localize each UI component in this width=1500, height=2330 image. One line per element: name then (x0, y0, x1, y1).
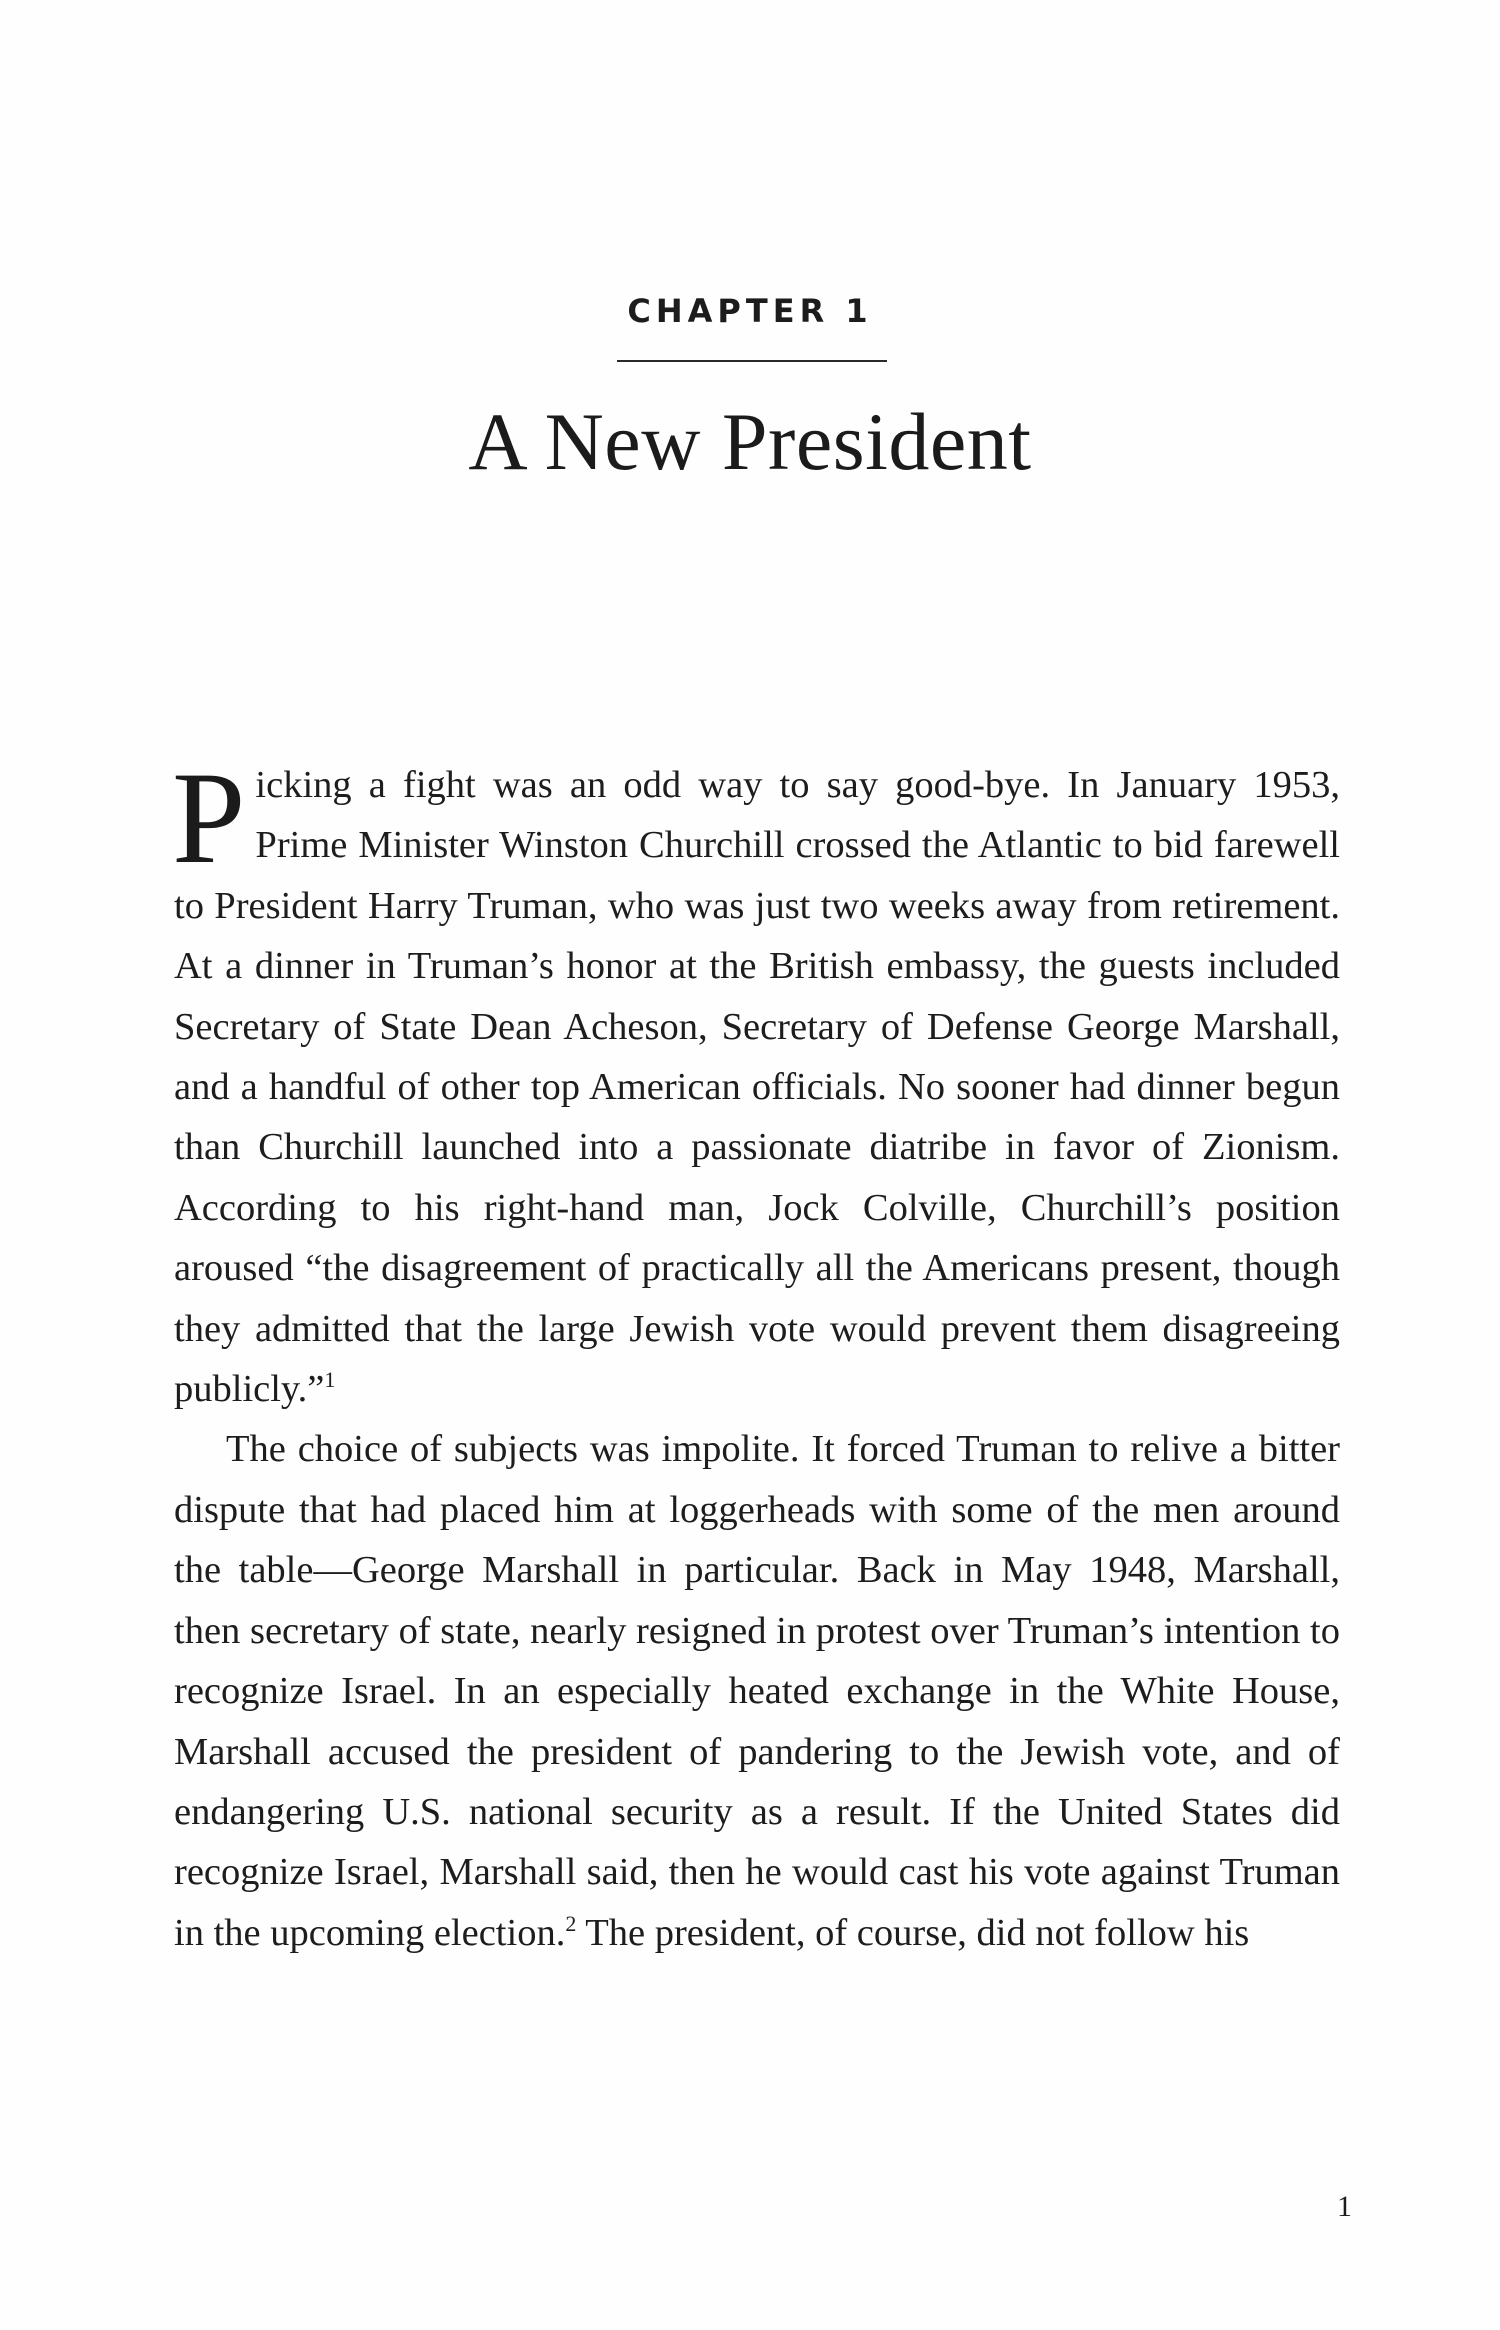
paragraph-2-text: The choice of subjects was impolite. It forced Truman to relive a bitter dispute that had placed him at loggerheads with some of the men around the table—George Marshall in particular. Back in May 1948, Marshall, then secretary of state, nearly resigned in protest over Truman’s intention to recognize Israel. In an especially heated exchange in the White House, Marshall accused the president of pandering to the Jewish vote, and of endangering U.S. national security as a result. If the United States did recognize Israel, Marshall said, then he would cast his vote against Truman in the upcoming election. (174, 1428, 1340, 1954)
body-text (172, 744, 1340, 1963)
chapter-title: A New President (468, 396, 1032, 487)
footnote-ref-1: 1 (324, 1367, 336, 1393)
page-number: 1 (1337, 2190, 1352, 2223)
chapter-divider (617, 360, 887, 362)
paragraph-1-text: icking a fight was an odd way to say good-bye. In January 1953, Prime Minister Winston Churchill crossed the Atlantic to bid farewell to President Harry Truman, who was just two weeks away from retirement. At a dinner in Truman’s honor at the British embassy, the guests included Secretary of State Dean Acheson, Secretary of Defense George Marshall, and a handful of other top American officials. No sooner had dinner begun than Churchill launched into a passionate diatribe in favor of Zionism. According to his right-hand man, Jock Colville, Churchill’s position aroused “the disagreement of practically all the Americans present, though they admitted that the large Jewish vote would prevent them disagreeing publicly.” (174, 764, 1340, 1411)
paragraph-2-text-continued: The president, of course, did not follow his (576, 1911, 1250, 1954)
paragraph-1 (172, 744, 1340, 1419)
paragraph-2 (174, 1419, 1340, 1963)
drop-cap: P (172, 744, 246, 891)
footnote-ref-2: 2 (565, 1910, 577, 1936)
chapter-label: CHAPTER 1 (627, 292, 873, 330)
